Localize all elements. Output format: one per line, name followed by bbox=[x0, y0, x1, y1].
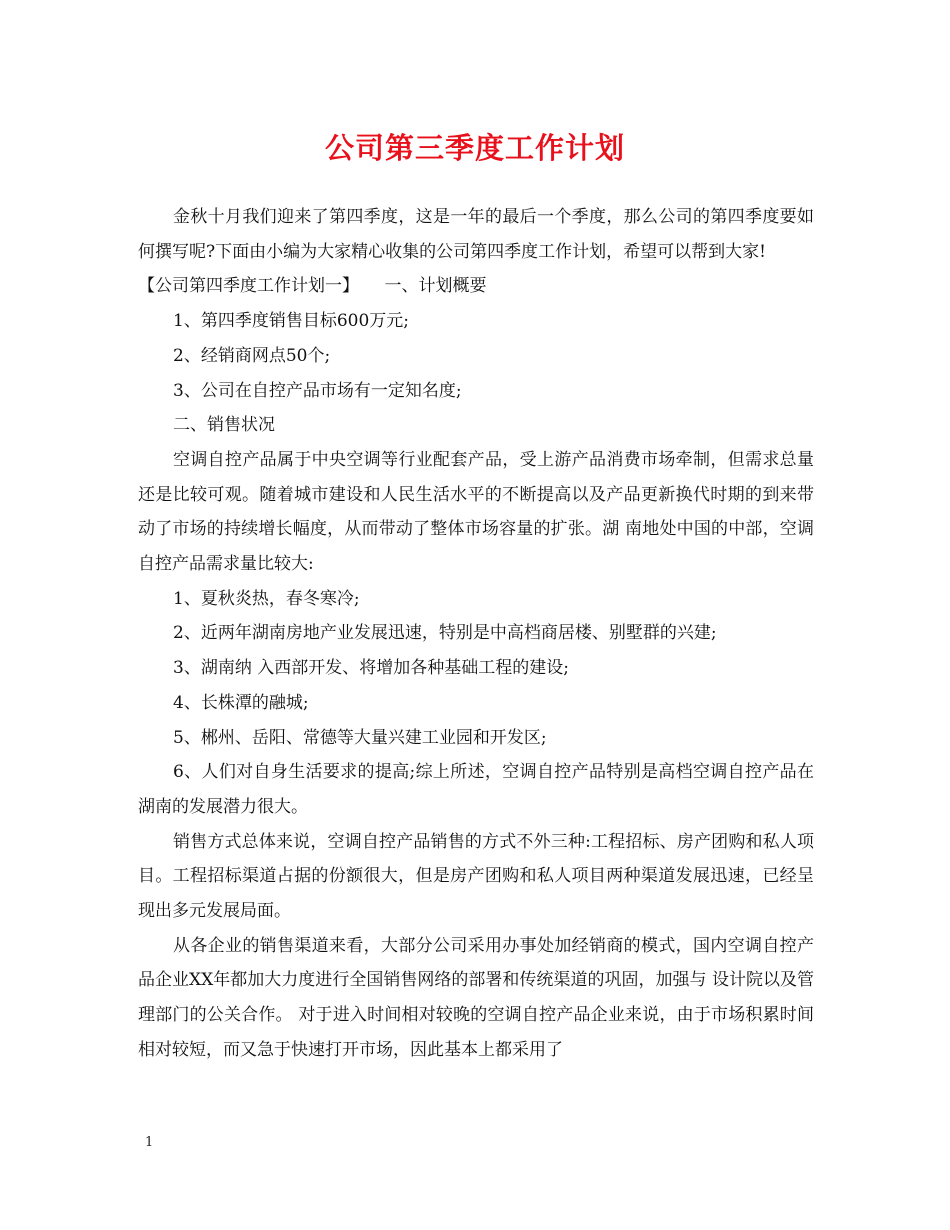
list-item: 1、第四季度销售目标600万元; bbox=[173, 311, 409, 332]
list-item: 3、湖南纳 入西部开发、将增加各种基础工程的建设; bbox=[173, 658, 569, 679]
body-paragraph: 从各企业的销售渠道来看，大部分公司采用办事处加经销商的模式，国内空调自控产品企业XX年都加大力度进行全国销售网络的部署和传统渠道的巩固，加强与 设计院以及管理部门的公关合作。 对于进入时间相对较晚的空调自控产品企业来说，由于市场积累时间相对较短，而又急于快速打开市场，因此基本上都采用了 bbox=[138, 935, 814, 1060]
list-item: 2、经销商网点50个; bbox=[173, 345, 331, 366]
body-paragraph: 销售方式总体来说，空调自控产品销售的方式不外三种:工程招标、房产团购和私人项目。工程招标渠道占据的份额很大，但是房产团购和私人项目两种渠道发展迅速，已经呈现出多元发展局面。 bbox=[138, 831, 814, 922]
document-title: 公司第三季度工作计划 bbox=[324, 131, 625, 165]
section-heading-plan-one: 【公司第四季度工作计划一】 一、计划概要 bbox=[138, 276, 487, 297]
list-item: 3、公司在自控产品市场有一定知名度; bbox=[173, 380, 462, 401]
intro-paragraph: 金秋十月我们迎来了第四季度，这是一年的最后一个季度，那么公司的第四季度要如何撰写呢?下面由小编为大家精心收集的公司第四季度工作计划，希望可以帮到大家! bbox=[138, 207, 814, 262]
document-body bbox=[138, 200, 814, 1068]
list-item: 6、人们对自身生活要求的提高;综上所述，空调自控产品特别是高档空调自控产品在湖南的发展潜力很大。 bbox=[138, 762, 814, 817]
section-heading-sales: 二、销售状况 bbox=[173, 415, 275, 436]
list-item: 1、夏秋炎热，春冬寒冷; bbox=[173, 588, 360, 609]
list-item: 2、近两年湖南房地产业发展迅速，特别是中高档商居楼、别墅群的兴建; bbox=[173, 623, 717, 644]
list-item: 5、郴州、岳阳、常德等大量兴建工业园和开发区; bbox=[173, 727, 547, 748]
body-paragraph: 空调自控产品属于中央空调等行业配套产品，受上游产品消费市场牵制，但需求总量还是比较可观。随着城市建设和人民生活水平的不断提高以及产品更新换代时期的到来带动了市场的持续增长幅度，从而带动了整体市场容量的扩张。湖 南地处中国的中部，空调自控产品需求量比较大: bbox=[138, 449, 814, 575]
page-number: 1 bbox=[145, 1135, 154, 1150]
list-item: 4、长株潭的融城; bbox=[173, 692, 309, 713]
